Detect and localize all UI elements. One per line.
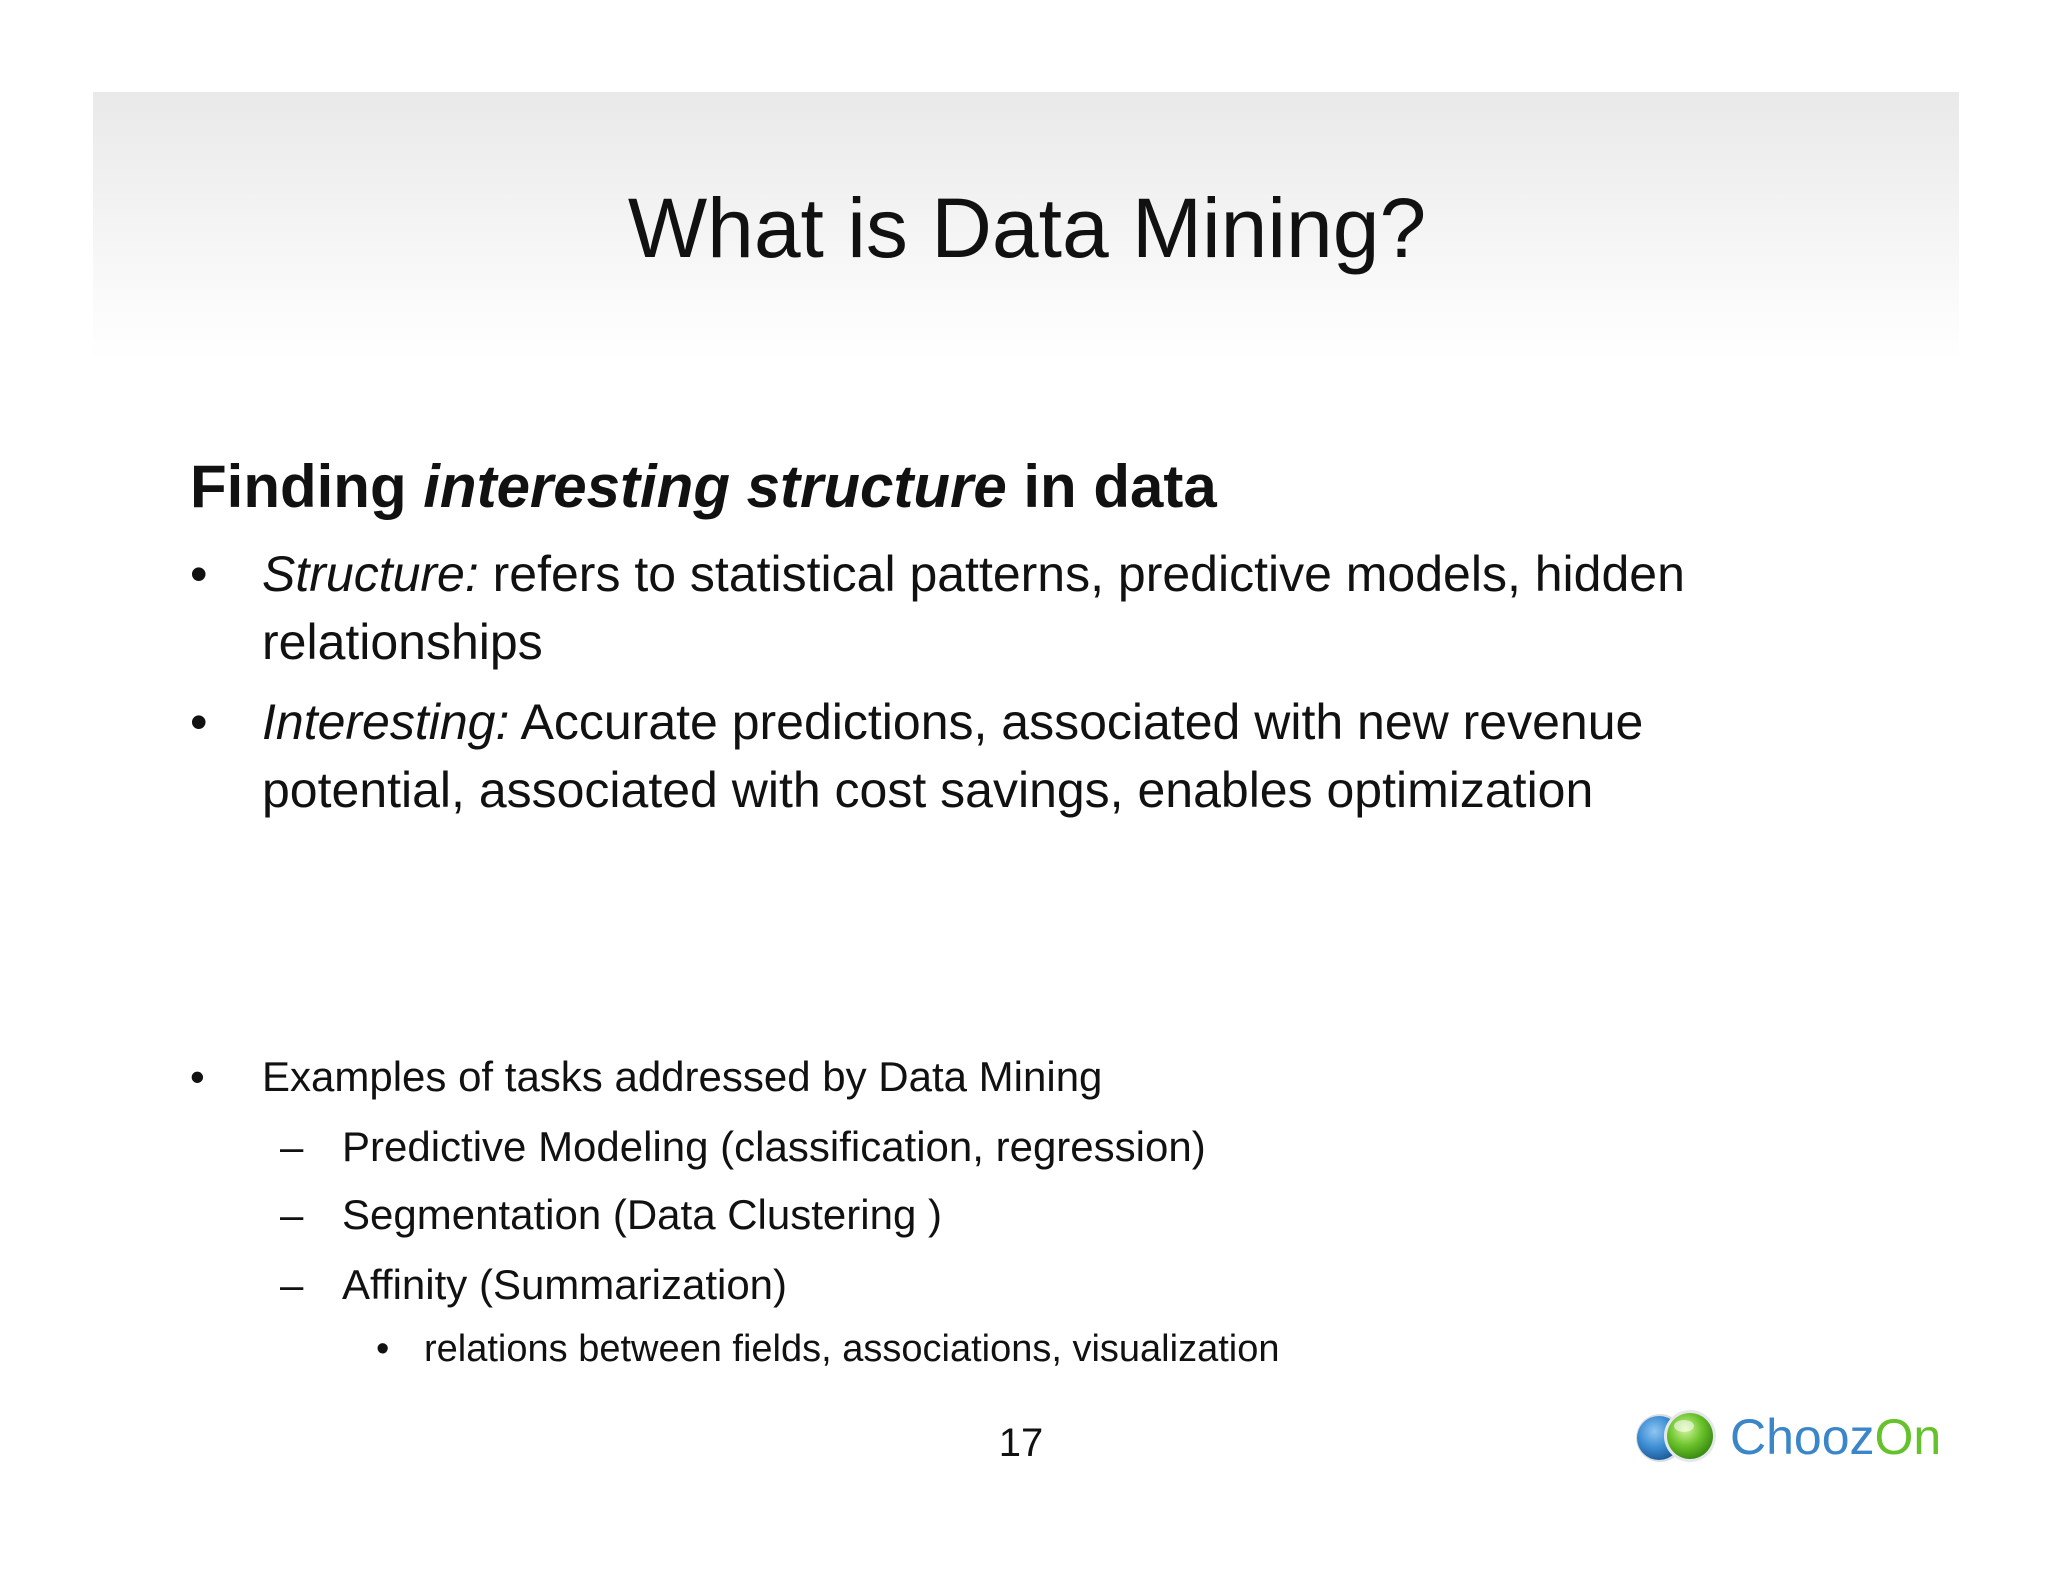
bullet-text [262,688,1643,824]
subtitle-emphasis: interesting structure [423,453,1007,520]
bullet-term: Interesting: [262,694,510,750]
sub-item-text: relations between fields, associations, visualization [424,1328,1280,1370]
bullet-term: Structure: [262,546,479,602]
slide-subtitle [190,452,1217,522]
logo-text-accent: On [1874,1409,1942,1465]
subtitle-part-1: Finding [190,453,424,520]
dash-marker: – [280,1123,304,1170]
choozon-logo-text [1730,1408,1941,1466]
bullet-dot: • [190,694,208,750]
bullet-line-2: relationships [262,614,543,670]
page-number: 17 [998,1421,1044,1465]
example-item-text: Affinity (Summarization) [342,1261,788,1308]
subtitle-part-2: in data [1006,453,1217,520]
choozon-logo-mark-icon [1632,1408,1722,1466]
examples-label: Examples of tasks addressed by Data Mining [262,1053,1103,1100]
example-item-text: Segmentation (Data Clustering ) [342,1191,942,1238]
bullet-dot: • [190,1053,205,1100]
bullet-dot: • [376,1328,390,1370]
dash-marker: – [280,1261,304,1308]
slide-title: What is Data Mining? [627,181,1427,275]
bullet-dot: • [190,546,208,602]
bullet-line-1: Accurate predictions, associated with new revenue [509,694,1644,750]
example-item-text: Predictive Modeling (classification, regression) [342,1123,1206,1170]
bullet-line-1: refers to statistical patterns, predictive models, hidden [478,546,1685,602]
choozon-logo [1632,1404,1942,1470]
logo-text-main: Chooz [1730,1409,1875,1465]
bullet-line-2: potential, associated with cost savings, enables optimization [262,762,1594,818]
dash-marker: – [280,1191,304,1238]
bullet-text [262,540,1685,676]
